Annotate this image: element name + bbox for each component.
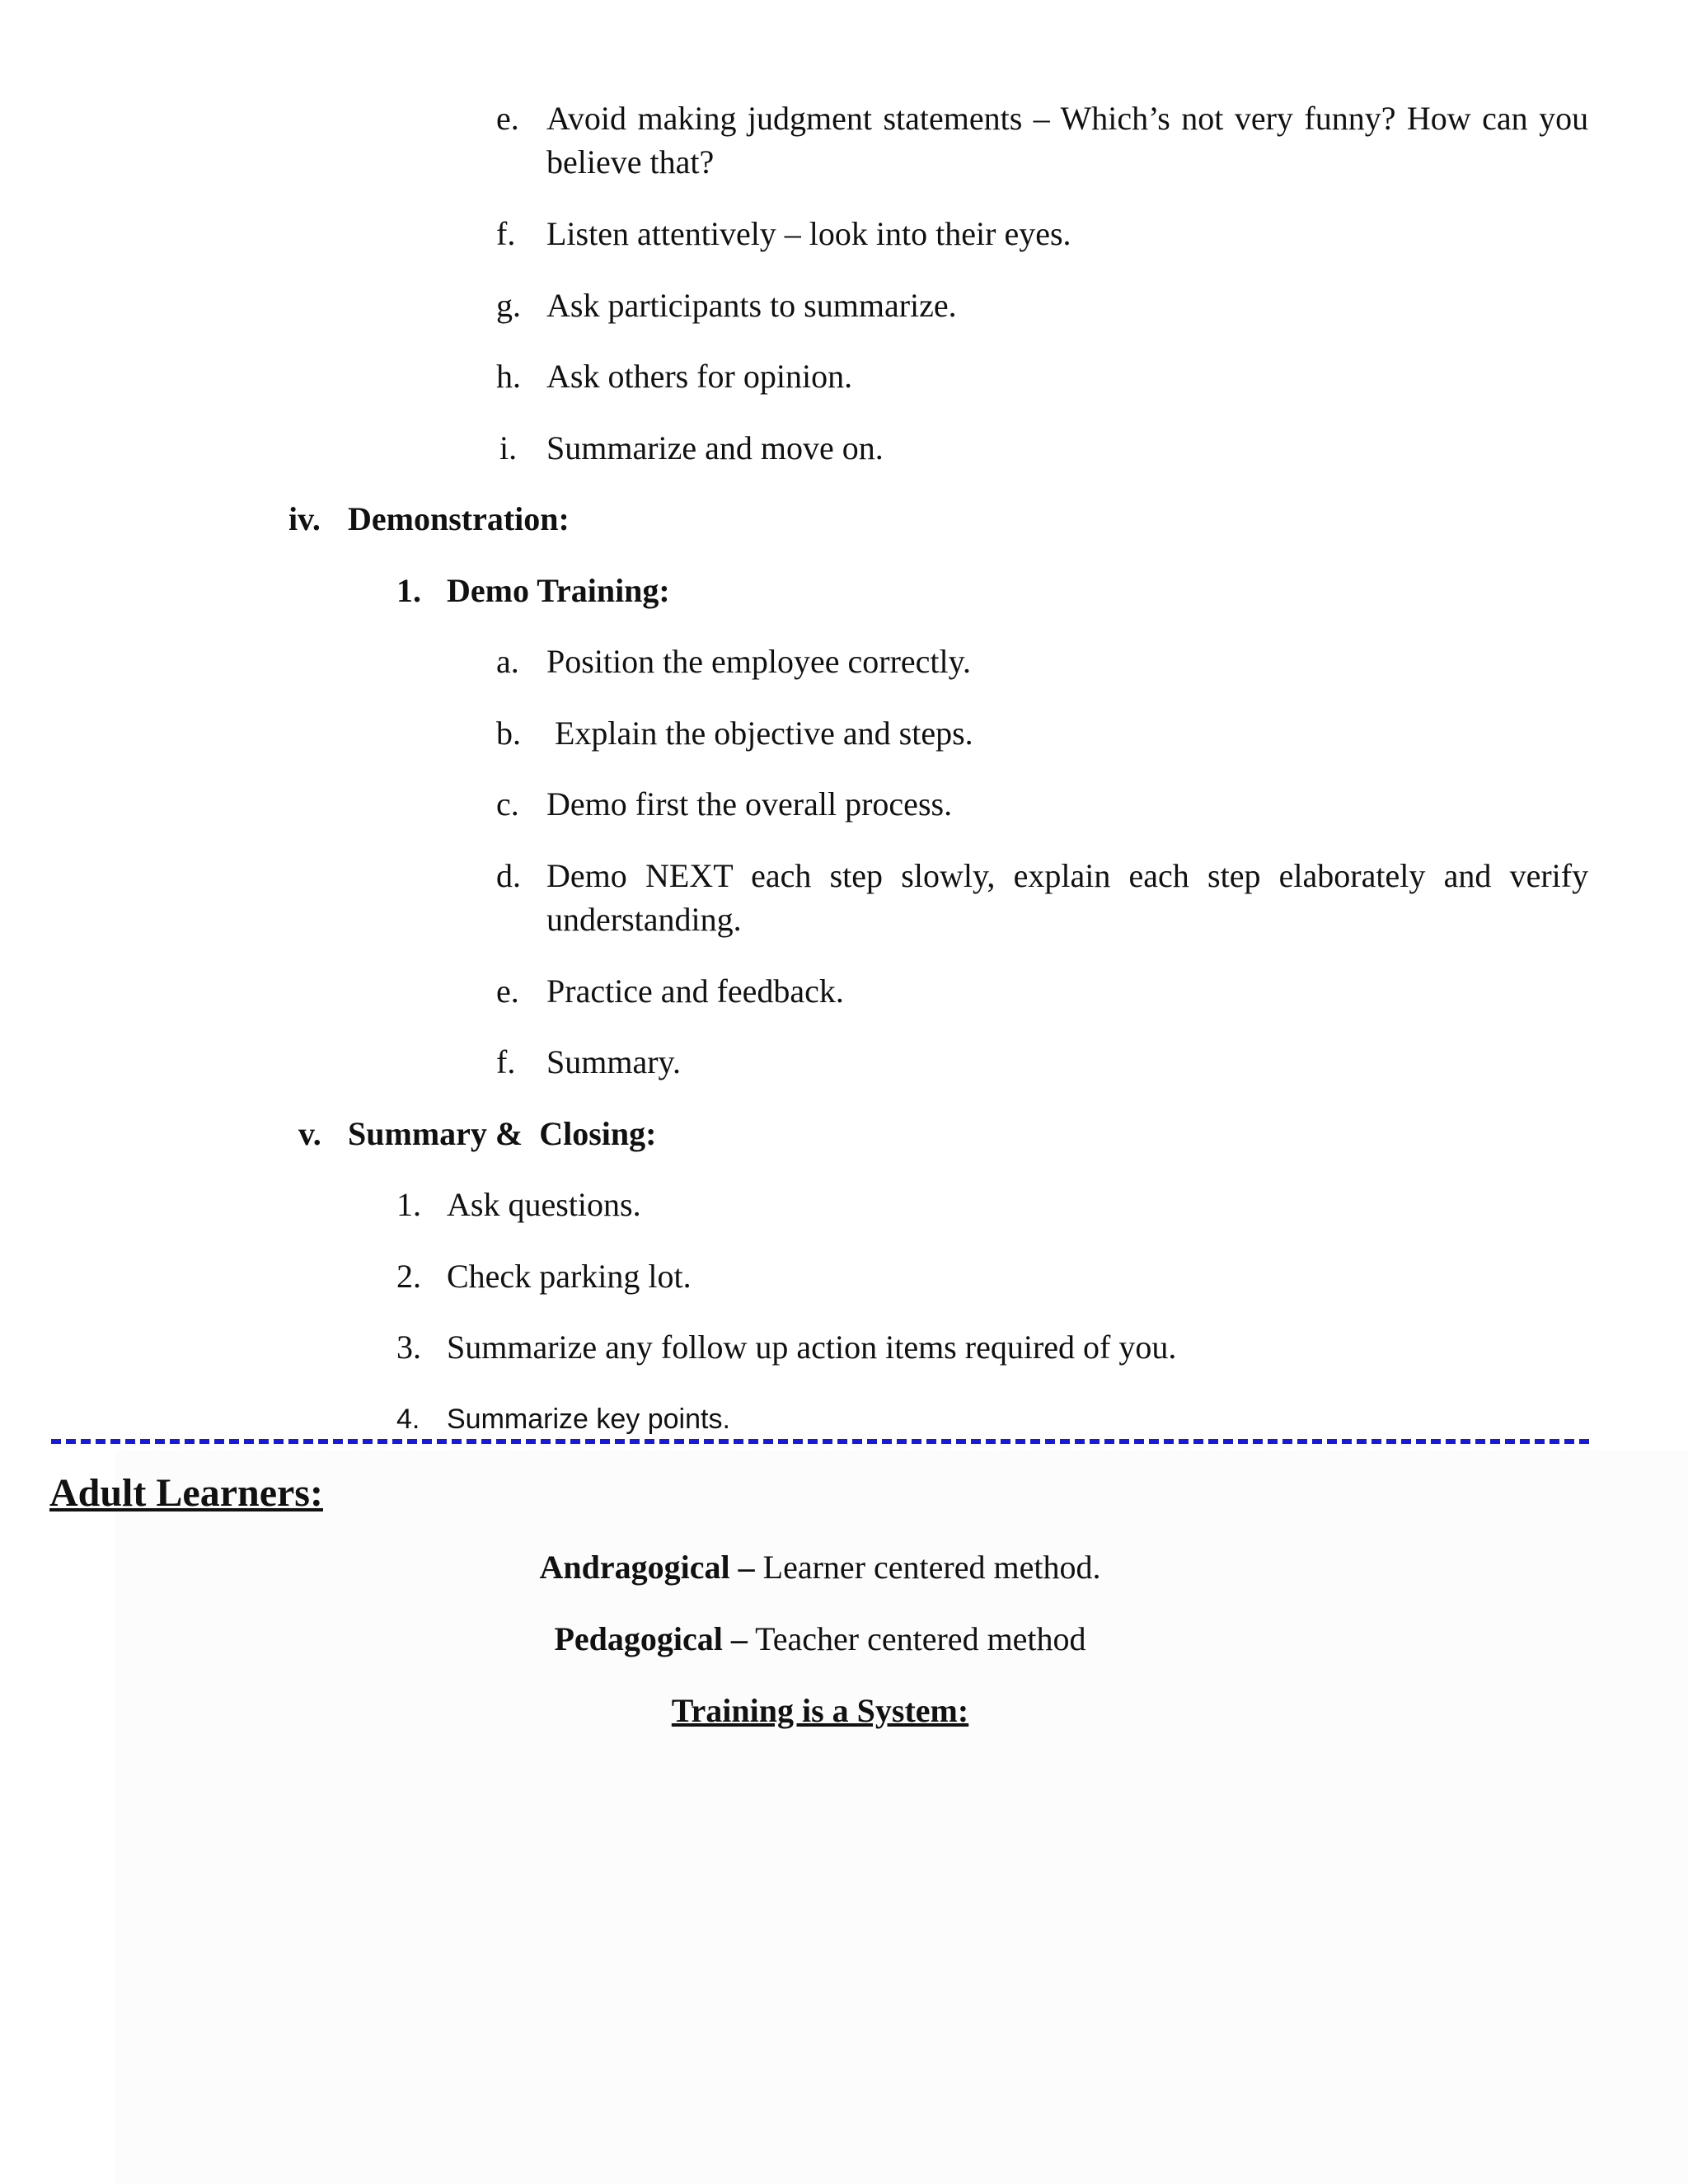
list-marker: 3. bbox=[396, 1329, 421, 1366]
pedagogical-desc: Teacher centered method bbox=[747, 1620, 1086, 1657]
andragogical-term: Andragogical – bbox=[539, 1549, 755, 1586]
subsection-marker: 1. bbox=[396, 572, 421, 609]
list-item-text: Ask questions. bbox=[447, 1186, 641, 1223]
list-item-text-line2: believe that? bbox=[546, 143, 715, 180]
list-item-text: Summary. bbox=[546, 1043, 681, 1080]
section-title: Summary & Closing: bbox=[348, 1115, 657, 1152]
list-item-text: Demo first the overall process. bbox=[546, 785, 953, 823]
list-item-text: Practice and feedback. bbox=[546, 972, 844, 1010]
training-system-heading bbox=[0, 1690, 1640, 1732]
list-marker: 4. bbox=[396, 1404, 420, 1435]
list-item-text-line1: Avoid making judgment statements – Which’s not very funny? How can you bbox=[546, 100, 1589, 137]
section-marker: iv. bbox=[288, 500, 321, 537]
list-marker: e. bbox=[496, 972, 519, 1010]
section-separator bbox=[51, 1439, 1589, 1444]
list-item-text-line2: understanding. bbox=[546, 901, 742, 938]
list-item-text: Ask others for opinion. bbox=[546, 358, 853, 395]
list-item-text: Summarize any follow up action items required of you. bbox=[447, 1329, 1177, 1366]
list-marker: f. bbox=[496, 215, 516, 252]
list-marker: e. bbox=[496, 100, 519, 137]
section-title: Demonstration: bbox=[348, 500, 570, 537]
list-marker: g. bbox=[496, 287, 521, 324]
subsection-title: Demo Training: bbox=[447, 572, 670, 609]
list-item-text: Summarize and move on. bbox=[546, 429, 884, 466]
list-item-text: Check parking lot. bbox=[447, 1258, 692, 1295]
section-marker: v. bbox=[298, 1115, 321, 1152]
list-item-text: Explain the objective and steps. bbox=[546, 715, 973, 752]
list-item-text: Position the employee correctly. bbox=[546, 643, 972, 680]
list-item-text-line1: Demo NEXT each step slowly, explain each step elaborately and verify bbox=[546, 857, 1589, 894]
list-marker: i. bbox=[499, 429, 518, 466]
list-marker: f. bbox=[496, 1043, 516, 1080]
list-item-text: Ask participants to summarize. bbox=[546, 287, 957, 324]
list-marker: c. bbox=[496, 785, 519, 823]
list-marker: a. bbox=[496, 643, 519, 680]
list-marker: 2. bbox=[396, 1258, 421, 1295]
training-system-title: Training is a System: bbox=[671, 1692, 969, 1729]
andragogical-line bbox=[0, 1546, 1640, 1589]
list-marker: d. bbox=[496, 857, 521, 894]
list-item-text: Listen attentively – look into their eyes. bbox=[546, 215, 1071, 252]
pedagogical-term: Pedagogical – bbox=[554, 1620, 748, 1657]
list-item-text: Summarize key points. bbox=[447, 1404, 730, 1435]
list-marker: 1. bbox=[396, 1186, 421, 1223]
pedagogical-line bbox=[0, 1618, 1640, 1661]
andragogical-desc: Learner centered method. bbox=[754, 1549, 1101, 1586]
list-marker: b. bbox=[496, 715, 521, 752]
adult-learners-heading: Adult Learners: bbox=[49, 1471, 323, 1515]
list-marker: h. bbox=[496, 358, 521, 395]
